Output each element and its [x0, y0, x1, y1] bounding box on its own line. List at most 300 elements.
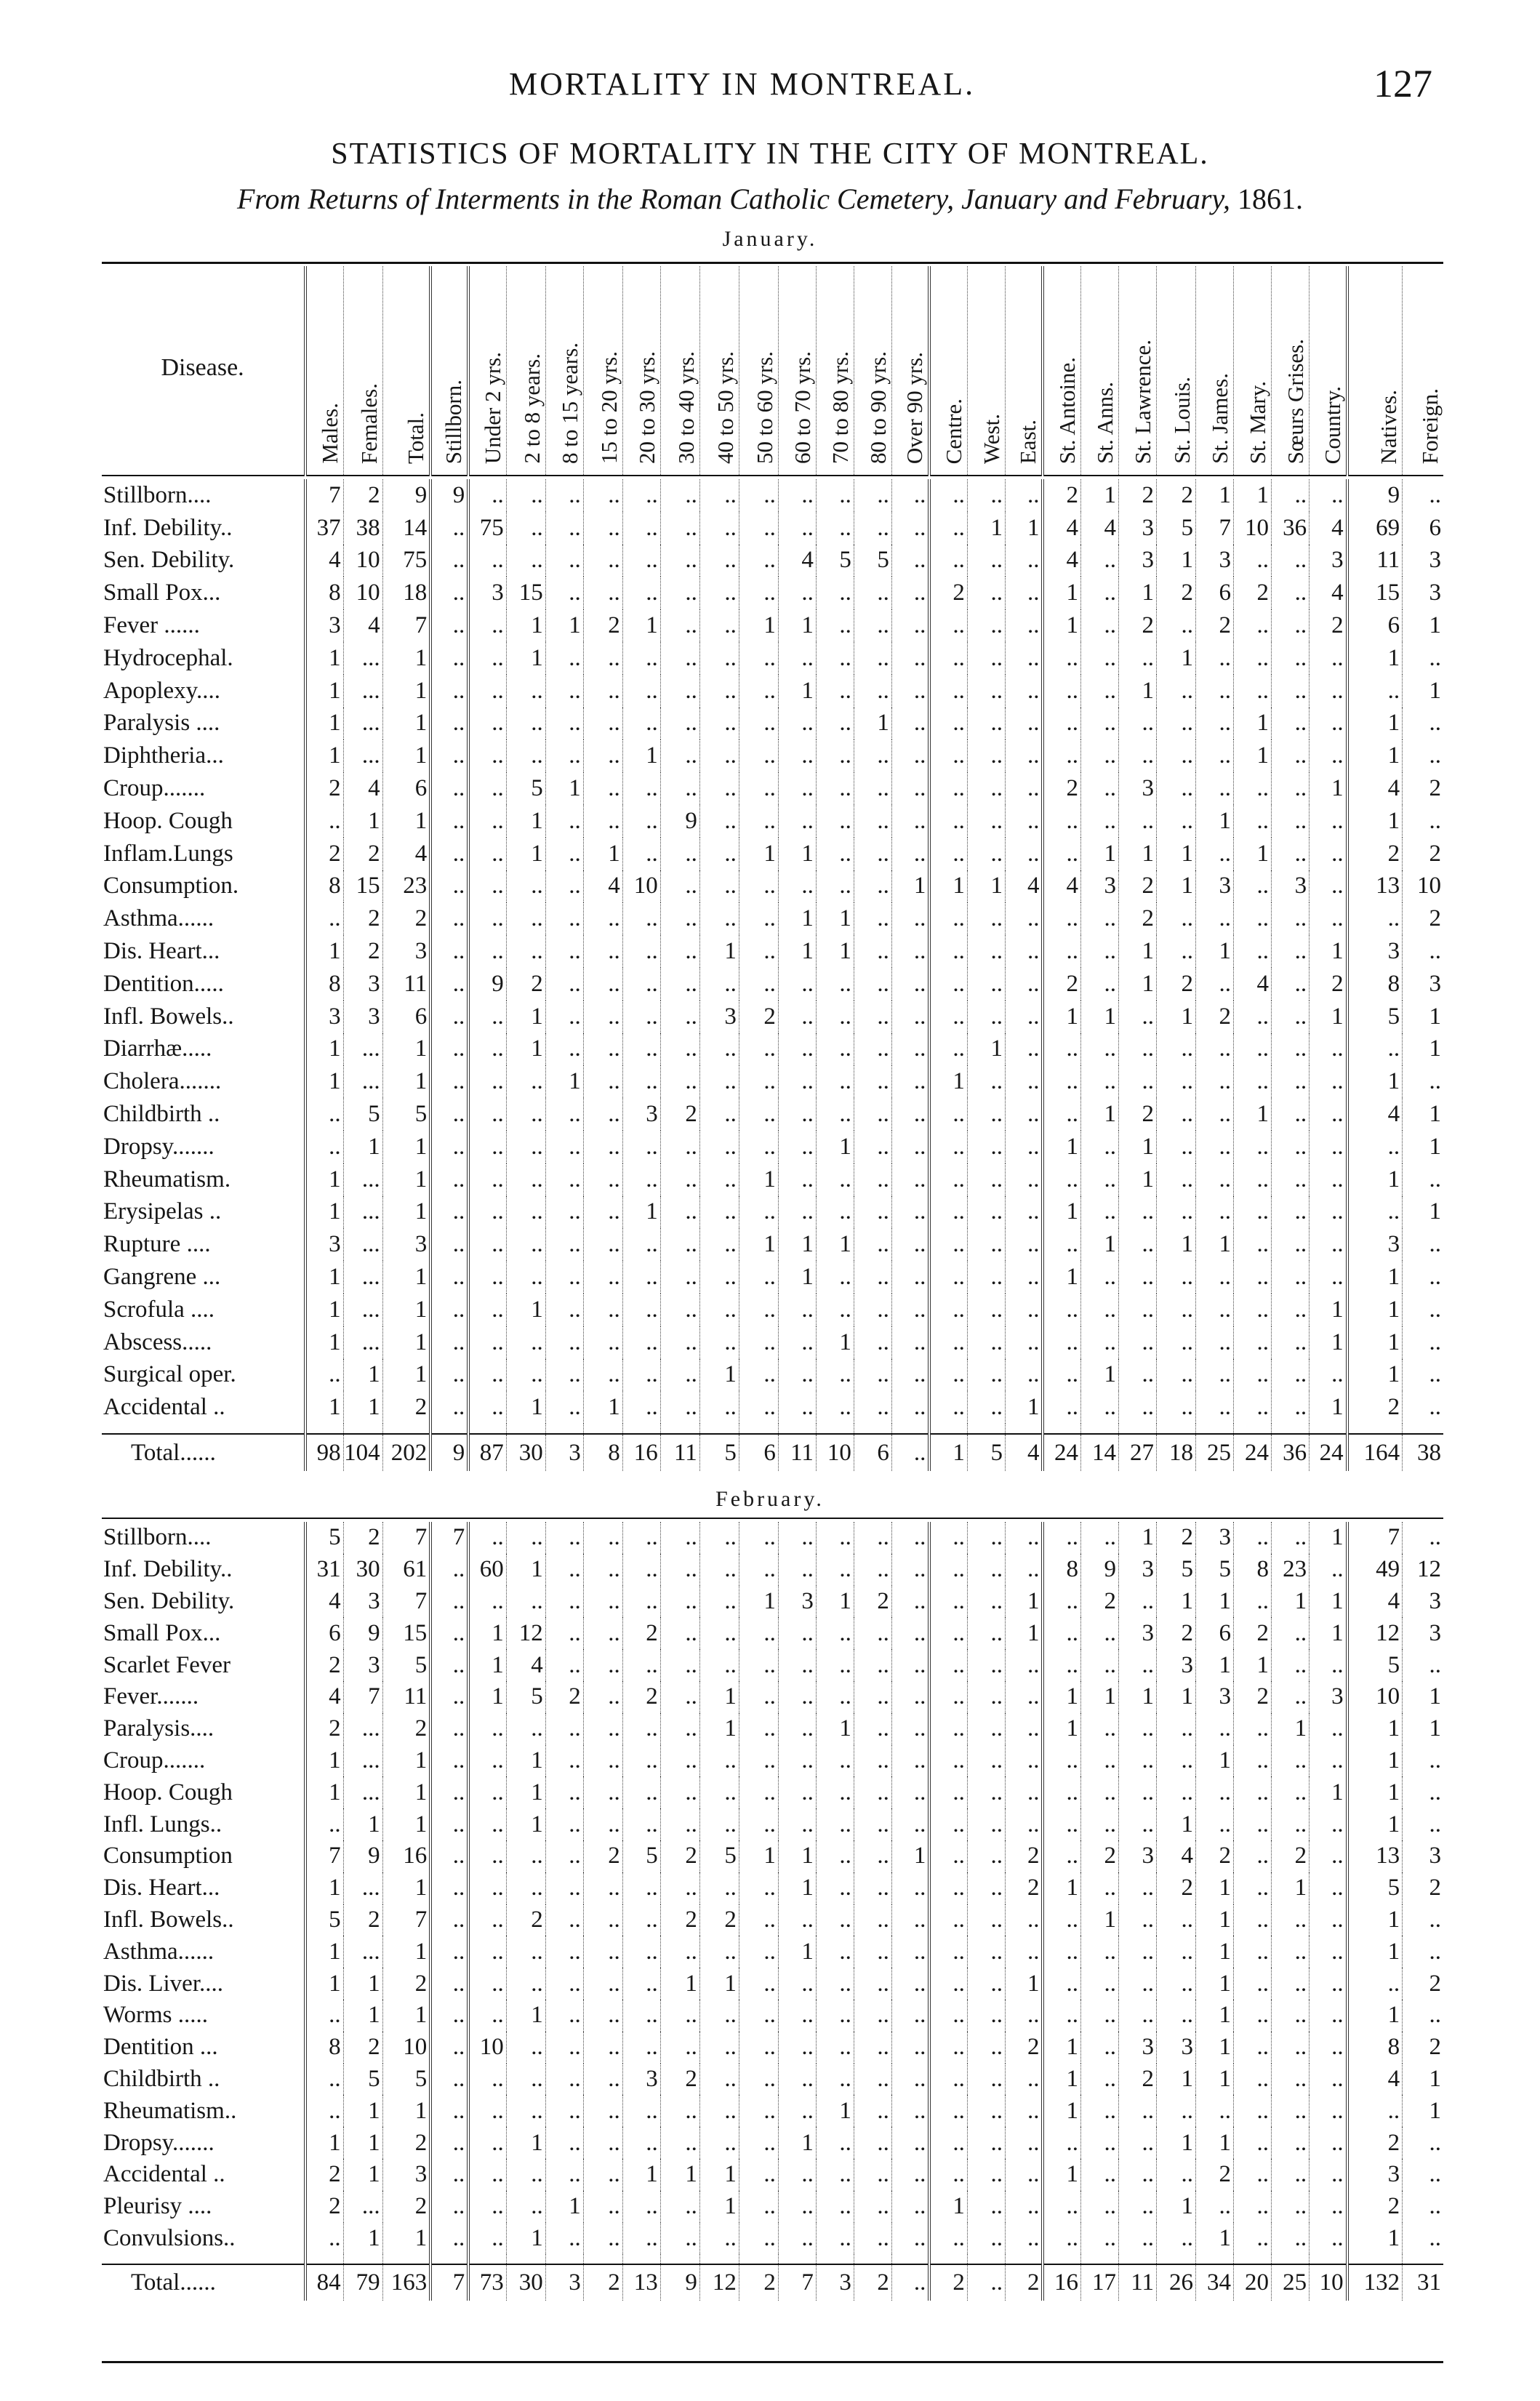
cell-value: 2 — [305, 772, 343, 805]
cell-value: .. — [854, 1163, 891, 1196]
cell-value: 1 — [1196, 2000, 1234, 2032]
cell-value: 11 — [1347, 545, 1403, 577]
disease-name: Croup....... — [103, 775, 206, 802]
cell-value: .. — [739, 805, 778, 838]
disease-name: Infl. Lungs.. — [103, 1811, 222, 1837]
cell-value: .. — [545, 1554, 583, 1586]
cell-value: 1 — [854, 708, 891, 740]
cell-value: .. — [1234, 1065, 1272, 1098]
cell-value: .. — [1196, 1033, 1234, 1066]
disease-name: Inf. Debility.. — [103, 1556, 233, 1583]
cell-value: .. — [468, 1776, 506, 1808]
cell-value: 2 — [1157, 1872, 1196, 1904]
cell-value: .. — [545, 1294, 583, 1326]
total-value: 24 — [1234, 1434, 1272, 1471]
cell-value: .. — [816, 1617, 854, 1649]
cell-value: .. — [1347, 902, 1403, 935]
cell-value: 1 — [778, 1228, 816, 1261]
cell-value: 1 — [622, 2159, 660, 2191]
cell-value: .. — [622, 1326, 660, 1359]
cell-value: .. — [1157, 1776, 1196, 1808]
cell-value: 3 — [343, 1586, 382, 1618]
cell-value: 1 — [816, 2095, 854, 2127]
cell-value: .. — [660, 772, 699, 805]
cell-value: .. — [1080, 642, 1118, 675]
total-value: 5 — [699, 1434, 739, 1471]
spacer-cell — [343, 1424, 382, 1434]
cell-value: .. — [816, 1776, 854, 1808]
cell-value: 9 — [382, 479, 430, 512]
cell-value: .. — [967, 772, 1005, 805]
cell-value: .. — [506, 2095, 545, 2127]
total-value: 8 — [583, 1434, 622, 1471]
total-value: 2 — [583, 2264, 622, 2301]
total-value: 31 — [1403, 2264, 1443, 2301]
cell-value: .. — [1157, 2159, 1196, 2191]
cell-value: .. — [1196, 1359, 1234, 1392]
column-header — [1196, 266, 1234, 476]
cell-value: .. — [545, 1196, 583, 1229]
cell-value: .. — [967, 675, 1005, 708]
cell-value: 1 — [778, 2127, 816, 2159]
cell-value: .. — [468, 739, 506, 772]
cell-value: .. — [854, 1326, 891, 1359]
cell-value: .. — [583, 968, 622, 1001]
cell-value: .. — [699, 772, 739, 805]
cell-value: .. — [583, 1131, 622, 1163]
disease-name: Gangrene ... — [103, 1264, 221, 1291]
spacer-cell — [1347, 1424, 1403, 1434]
cell-value: .. — [699, 479, 739, 512]
cell-value: .. — [1234, 545, 1272, 577]
cell-value: .. — [622, 2127, 660, 2159]
cell-value: 2 — [1403, 2032, 1443, 2064]
cell-value: 2 — [1403, 902, 1443, 935]
cell-value: 4 — [778, 545, 816, 577]
cell-value: .. — [854, 1649, 891, 1681]
cell-value: 69 — [1347, 512, 1403, 545]
cell-value: 1 — [305, 1261, 343, 1294]
cell-value: .. — [891, 838, 929, 870]
cell-value: .. — [739, 1904, 778, 1936]
cell-value: .. — [1043, 1391, 1080, 1424]
cell-value: .. — [739, 1261, 778, 1294]
cell-value: .. — [739, 2159, 778, 2191]
cell-value: 1 — [343, 1808, 382, 1840]
cell-value: 1 — [382, 1196, 430, 1229]
cell-value: .. — [583, 1872, 622, 1904]
cell-value: .. — [891, 2223, 929, 2255]
cell-value: .. — [1403, 1808, 1443, 1840]
cell-value: 1 — [1196, 1649, 1234, 1681]
cell-value: .. — [778, 2191, 816, 2223]
cell-value: .. — [660, 577, 699, 609]
cell-value: .. — [660, 1391, 699, 1424]
cell-value: .. — [506, 739, 545, 772]
cell-value: 4 — [382, 838, 430, 870]
cell-value: .. — [816, 577, 854, 609]
cell-value: .. — [430, 1391, 468, 1424]
column-header-label: 15 to 20 yrs. — [595, 351, 622, 464]
total-value: 11 — [778, 1434, 816, 1471]
table-row — [102, 1065, 1443, 1098]
cell-value: 1 — [1196, 935, 1234, 968]
cell-value: .. — [891, 1294, 929, 1326]
cell-value: .. — [1272, 1131, 1310, 1163]
cell-value: 10 — [343, 545, 382, 577]
cell-value: .. — [778, 512, 816, 545]
cell-value: .. — [545, 1745, 583, 1777]
cell-value: .. — [660, 1359, 699, 1392]
column-header-label: St. Louis. — [1169, 377, 1195, 464]
cell-value: 8 — [1347, 2032, 1403, 2064]
cell-value: .. — [967, 739, 1005, 772]
cell-value: 2 — [699, 1904, 739, 1936]
cell-value: .. — [506, 1968, 545, 2000]
cell-value: .. — [1118, 1904, 1156, 1936]
cell-value: .. — [967, 935, 1005, 968]
cell-value: .. — [545, 1617, 583, 1649]
cell-value: .. — [468, 1872, 506, 1904]
cell-value: .. — [1080, 2064, 1118, 2096]
cell-value: .. — [1234, 642, 1272, 675]
cell-value: 1 — [1403, 1001, 1443, 1033]
cell-value: .. — [1272, 1261, 1310, 1294]
column-header — [622, 266, 660, 476]
cell-value: 2 — [305, 1713, 343, 1745]
cell-value: 1 — [506, 1776, 545, 1808]
cell-value: .. — [545, 1808, 583, 1840]
cell-value: .. — [430, 805, 468, 838]
cell-value: .. — [1234, 1904, 1272, 1936]
cell-value: .. — [622, 805, 660, 838]
cell-value: .. — [816, 1968, 854, 2000]
cell-value: .. — [660, 1617, 699, 1649]
table-row — [102, 2127, 1443, 2159]
cell-value: 3 — [622, 1098, 660, 1131]
column-header-label: Natives. — [1376, 389, 1402, 464]
cell-value: .. — [506, 675, 545, 708]
cell-value: 2 — [343, 935, 382, 968]
cell-value: .. — [1005, 1681, 1043, 1713]
cell-value: 1 — [1403, 1131, 1443, 1163]
cell-value: 6 — [1196, 577, 1234, 609]
total-value: 9 — [430, 1434, 468, 1471]
cell-value: .. — [929, 1840, 967, 1872]
spacer-cell — [1043, 1424, 1080, 1434]
column-header — [343, 266, 382, 476]
cell-value: .. — [430, 1163, 468, 1196]
cell-value: .. — [660, 838, 699, 870]
cell-value: .. — [1080, 1713, 1118, 1745]
cell-value: 1 — [305, 739, 343, 772]
cell-value: 4 — [1310, 512, 1347, 545]
cell-value: .. — [468, 870, 506, 903]
cell-value: .. — [929, 1776, 967, 1808]
cell-value: 1 — [305, 1033, 343, 1066]
cell-value: .. — [816, 1808, 854, 1840]
cell-value: 1 — [305, 2127, 343, 2159]
cell-value: .. — [660, 1196, 699, 1229]
cell-value: .. — [929, 642, 967, 675]
cell-value: 1 — [343, 1968, 382, 2000]
cell-value: .. — [1272, 577, 1310, 609]
total-value: .. — [891, 1434, 929, 1471]
cell-value: .. — [430, 1776, 468, 1808]
cell-value: .. — [891, 675, 929, 708]
cell-value: 1 — [1347, 2223, 1403, 2255]
cell-value: .. — [1234, 902, 1272, 935]
cell-value: .. — [660, 1681, 699, 1713]
cell-value: .. — [1347, 1131, 1403, 1163]
cell-value: .. — [1347, 675, 1403, 708]
total-value: 2 — [929, 2264, 967, 2301]
cell-value: .. — [583, 2191, 622, 2223]
february-label: February. — [715, 1487, 825, 1511]
cell-value: .. — [929, 805, 967, 838]
cell-value: 23 — [382, 870, 430, 903]
disease-name: Accidental .. — [103, 2161, 225, 2188]
cell-value: .. — [1005, 1163, 1043, 1196]
cell-value: .. — [660, 479, 699, 512]
cell-value: .. — [1043, 1098, 1080, 1131]
cell-value: 30 — [343, 1554, 382, 1586]
cell-value: .. — [1234, 2191, 1272, 2223]
cell-value: .. — [1157, 2223, 1196, 2255]
cell-value: .. — [545, 1261, 583, 1294]
cell-value: 10 — [1347, 1681, 1403, 1713]
cell-value: .. — [739, 2064, 778, 2096]
cell-value: 5 — [622, 1840, 660, 1872]
cell-value: 4 — [1043, 870, 1080, 903]
cell-value: 1 — [305, 1872, 343, 1904]
cell-value: .. — [1080, 1131, 1118, 1163]
spacer-cell — [506, 2254, 545, 2264]
cell-value: 1 — [382, 1294, 430, 1326]
cell-value: .. — [891, 708, 929, 740]
cell-value: 1 — [778, 1840, 816, 1872]
cell-value: 3 — [1196, 1522, 1234, 1554]
cell-value: .. — [545, 1713, 583, 1745]
cell-value: 1 — [778, 609, 816, 642]
cell-value: .. — [699, 545, 739, 577]
cell-value: .. — [583, 902, 622, 935]
cell-value: .. — [583, 512, 622, 545]
cell-value: .. — [545, 1586, 583, 1618]
cell-value: .. — [816, 870, 854, 903]
cell-value: .. — [583, 1522, 622, 1554]
cell-value: .. — [660, 512, 699, 545]
cell-value: .. — [506, 902, 545, 935]
cell-value: .. — [699, 2064, 739, 2096]
column-header — [1005, 266, 1043, 476]
spacer-cell — [468, 1424, 506, 1434]
cell-value: .. — [545, 1776, 583, 1808]
spacer-cell — [382, 2254, 430, 2264]
cell-value: .. — [468, 2127, 506, 2159]
total-label: Total...... — [102, 2264, 305, 2301]
cell-value: 15 — [1347, 577, 1403, 609]
cell-value: .. — [967, 1391, 1005, 1424]
cell-value: .. — [1310, 1713, 1347, 1745]
cell-value: .. — [430, 1554, 468, 1586]
spacer-row — [102, 2254, 1443, 2264]
total-value: 79 — [343, 2264, 382, 2301]
total-value: 16 — [622, 1434, 660, 1471]
cell-value: 1 — [1196, 1586, 1234, 1618]
cell-value: .. — [854, 2000, 891, 2032]
cell-value: .. — [430, 1326, 468, 1359]
cell-value: ... — [343, 1033, 382, 1066]
cell-value: 1 — [816, 1326, 854, 1359]
cell-value: .. — [660, 1776, 699, 1808]
cell-value: .. — [305, 902, 343, 935]
cell-value: .. — [1157, 1713, 1196, 1745]
cell-value: .. — [545, 2095, 583, 2127]
cell-value: 36 — [1272, 512, 1310, 545]
spacer-cell — [967, 1424, 1005, 1434]
disease-name: Diphtheria... — [103, 742, 224, 769]
cell-value: .. — [929, 1713, 967, 1745]
cell-value: 1 — [778, 1261, 816, 1294]
cell-value: .. — [660, 642, 699, 675]
cell-value: 1 — [1080, 1228, 1118, 1261]
cell-value: .. — [430, 2064, 468, 2096]
column-header — [660, 266, 699, 476]
cell-value: .. — [854, 512, 891, 545]
cell-value: 1 — [382, 1326, 430, 1359]
cell-value: 1 — [305, 1163, 343, 1196]
table-row — [102, 1294, 1443, 1326]
cell-value: .. — [1310, 1163, 1347, 1196]
column-header-label: St. James. — [1207, 373, 1233, 464]
table-row — [102, 1649, 1443, 1681]
cell-value: .. — [1118, 1359, 1156, 1392]
cell-value: .. — [430, 1294, 468, 1326]
cell-value: .. — [1005, 1294, 1043, 1326]
table-row — [102, 2191, 1443, 2223]
cell-value: 1 — [506, 1001, 545, 1033]
cell-value: 2 — [660, 1904, 699, 1936]
spacer-cell — [430, 1424, 468, 1434]
cell-value: .. — [1234, 2223, 1272, 2255]
cell-value: 2 — [660, 2064, 699, 2096]
cell-value: 2 — [305, 2159, 343, 2191]
cell-value: .. — [468, 1163, 506, 1196]
cell-value: .. — [468, 1065, 506, 1098]
cell-value: .. — [739, 708, 778, 740]
cell-value: .. — [891, 2000, 929, 2032]
cell-value: .. — [545, 2000, 583, 2032]
table-row — [102, 2095, 1443, 2127]
cell-value: .. — [545, 479, 583, 512]
cell-value: .. — [660, 675, 699, 708]
cell-value: .. — [854, 1904, 891, 1936]
cell-value: .. — [545, 1163, 583, 1196]
cell-value: .. — [430, 870, 468, 903]
cell-value: 1 — [816, 902, 854, 935]
table-row — [102, 2032, 1443, 2064]
cell-value: .. — [739, 1936, 778, 1968]
cell-value: 2 — [660, 1098, 699, 1131]
cell-value: .. — [583, 1586, 622, 1618]
cell-value: 4 — [305, 1586, 343, 1618]
cell-value: .. — [545, 708, 583, 740]
cell-value: .. — [778, 1131, 816, 1163]
disease-name: Dropsy....... — [103, 2129, 214, 2156]
cell-value: 2 — [1234, 1681, 1272, 1713]
table-row — [102, 1326, 1443, 1359]
cell-value: .. — [1043, 2127, 1080, 2159]
spacer-cell — [1196, 2254, 1234, 2264]
cell-value: 15 — [343, 870, 382, 903]
cell-value: .. — [1118, 2191, 1156, 2223]
cell-value: .. — [816, 708, 854, 740]
cell-value: 1 — [1080, 1001, 1118, 1033]
cell-value: .. — [929, 838, 967, 870]
cell-value: 1 — [1080, 1904, 1118, 1936]
spacer-cell — [1272, 2254, 1310, 2264]
cell-value: .. — [1005, 1713, 1043, 1745]
cell-value: .. — [891, 1163, 929, 1196]
cell-value: .. — [1080, 2032, 1118, 2064]
cell-value: .. — [430, 2159, 468, 2191]
cell-value: .. — [1310, 2223, 1347, 2255]
cell-value: .. — [545, 2064, 583, 2096]
cell-value: .. — [583, 1228, 622, 1261]
cell-value: 1 — [967, 870, 1005, 903]
cell-value: .. — [1118, 1936, 1156, 1968]
cell-value: .. — [1310, 739, 1347, 772]
cell-value: .. — [468, 1745, 506, 1777]
cell-value: .. — [1157, 1294, 1196, 1326]
cell-value: 1 — [891, 870, 929, 903]
cell-value: 7 — [382, 1904, 430, 1936]
cell-value: .. — [622, 968, 660, 1001]
total-value: 20 — [1234, 2264, 1272, 2301]
cell-value: .. — [929, 2159, 967, 2191]
cell-value: .. — [967, 1163, 1005, 1196]
total-value: 2 — [854, 2264, 891, 2301]
cell-value: .. — [468, 1359, 506, 1392]
cell-value: .. — [1118, 1065, 1156, 1098]
column-header-label: 60 to 70 yrs. — [789, 351, 815, 464]
cell-value: .. — [816, 1359, 854, 1392]
cell-value: 2 — [1043, 772, 1080, 805]
table-row — [102, 1033, 1443, 1066]
cell-value: .. — [1118, 2095, 1156, 2127]
cell-value: .. — [967, 1065, 1005, 1098]
cell-value: .. — [583, 1968, 622, 2000]
cell-value: .. — [929, 1033, 967, 1066]
cell-value: .. — [1080, 708, 1118, 740]
cell-value: 1 — [739, 1586, 778, 1618]
cell-value: 1 — [1005, 1617, 1043, 1649]
table-row — [102, 1098, 1443, 1131]
cell-value: .. — [929, 1649, 967, 1681]
cell-value: .. — [622, 2000, 660, 2032]
column-header-label: 8 to 15 years. — [556, 342, 582, 464]
cell-value: .. — [1043, 2223, 1080, 2255]
cell-value: .. — [1272, 1904, 1310, 1936]
cell-value: .. — [967, 1968, 1005, 2000]
cell-value: .. — [891, 479, 929, 512]
cell-value: .. — [1403, 708, 1443, 740]
cell-value: 2 — [1403, 1968, 1443, 2000]
cell-value: 3 — [1196, 1681, 1234, 1713]
cell-value: .. — [929, 1681, 967, 1713]
cell-value: .. — [967, 1936, 1005, 1968]
